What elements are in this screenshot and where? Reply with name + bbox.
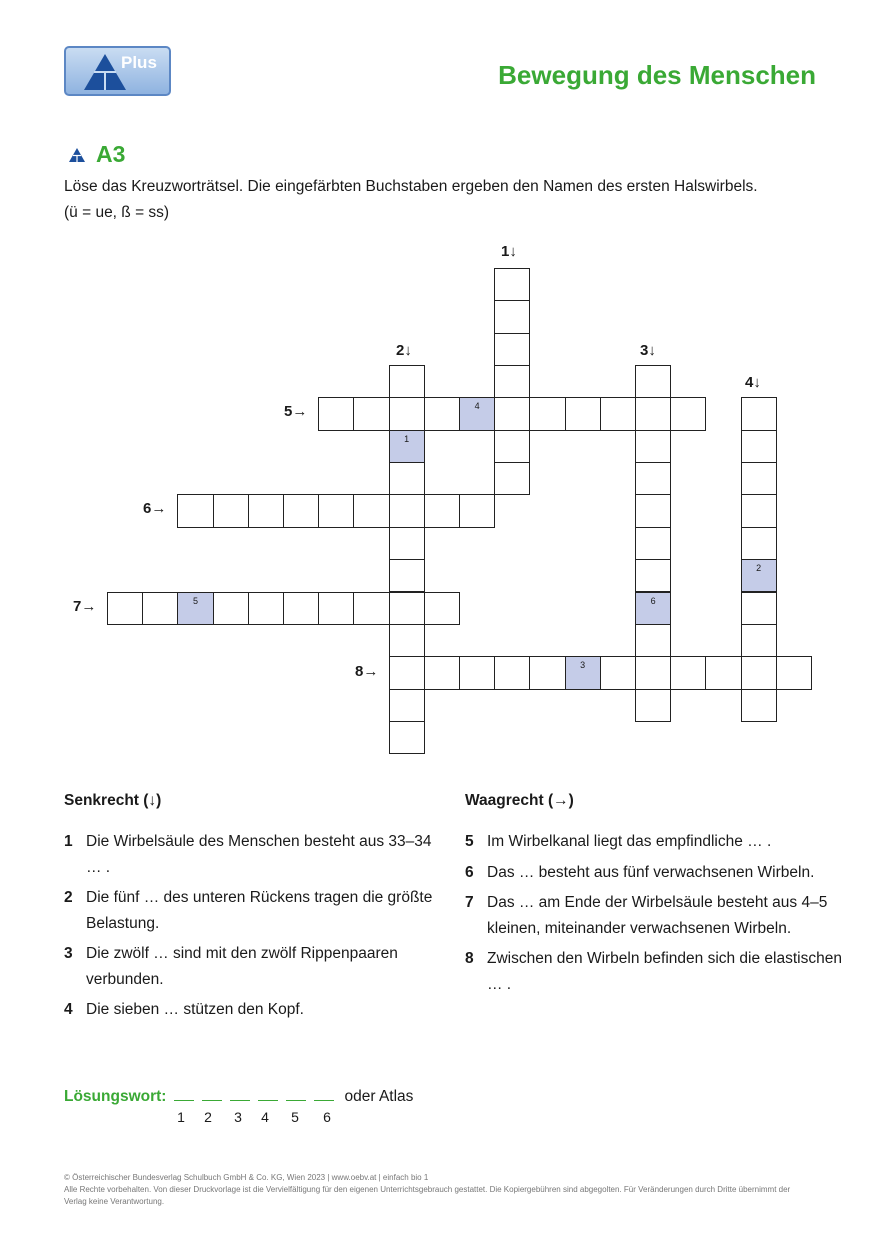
crossword-cell[interactable] — [670, 397, 706, 430]
crossword-cell[interactable] — [353, 592, 389, 625]
clue-text: Die zwölf … sind mit den zwölf Rippenpaaren verbunden. — [86, 945, 398, 988]
task-heading — [68, 141, 125, 168]
clue-number: 1 — [64, 833, 73, 850]
crossword-cell[interactable] — [600, 656, 636, 689]
crossword-cell[interactable] — [635, 365, 671, 398]
clue-number-label: 7→ — [73, 598, 97, 615]
solution-cell-number: 4 — [474, 401, 480, 412]
footer-rights: Alle Rechte vorbehalten. Von dieser Druckvorlage ist die Vervielfältigung für den eigenen Unterrichtsgebrauch gestattet. Die Kopiergebühren sind abgegolten. Für Veränderungen durch Dritte übernimmt der Verlag keine Verantwortung. — [64, 1185, 791, 1206]
crossword-cell[interactable] — [424, 656, 460, 689]
crossword-cell[interactable] — [635, 397, 671, 430]
crossword-cell[interactable] — [389, 365, 425, 398]
crossword-cell[interactable] — [741, 689, 777, 722]
crossword-cell[interactable] — [635, 430, 671, 463]
solution-label: Lösungswort: — [64, 1088, 167, 1105]
solution-cell[interactable] — [741, 559, 777, 592]
across-clues — [465, 792, 845, 1002]
clue-number: 3 — [64, 945, 73, 962]
clue-number: 4 — [64, 1001, 73, 1018]
solution-number: 5 — [291, 1109, 299, 1125]
crossword-cell[interactable] — [635, 462, 671, 495]
crossword-cell[interactable] — [741, 592, 777, 625]
clue-text: Zwischen den Wirbeln befinden sich die elastischen … . — [487, 950, 842, 993]
crossword-cell[interactable] — [635, 527, 671, 560]
clue-number-label: 3↓ — [640, 342, 656, 359]
clue-text: Die sieben … stützen den Kopf. — [86, 1001, 304, 1018]
crossword-cell[interactable] — [776, 656, 812, 689]
crossword-cell[interactable] — [389, 494, 425, 527]
crossword-cell[interactable] — [177, 494, 213, 527]
crossword-cell[interactable] — [741, 494, 777, 527]
solution-cell[interactable] — [389, 430, 425, 463]
clue-text: Das … am Ende der Wirbelsäule besteht aus 4–5 kleinen, miteinander verwachsenen Wirbeln. — [487, 894, 828, 937]
crossword-cell[interactable] — [635, 656, 671, 689]
crossword-cell[interactable] — [565, 397, 601, 430]
clue-item — [64, 941, 444, 992]
crossword-cell[interactable] — [389, 592, 425, 625]
solution-number: 3 — [234, 1109, 242, 1125]
crossword-cell[interactable] — [741, 624, 777, 657]
crossword-cell[interactable] — [389, 689, 425, 722]
crossword-cell[interactable] — [353, 397, 389, 430]
crossword-cell[interactable] — [635, 624, 671, 657]
crossword-cell[interactable] — [283, 494, 319, 527]
crossword-cell[interactable] — [248, 494, 284, 527]
clue-item — [465, 890, 845, 941]
clue-item — [64, 885, 444, 936]
solution-suffix: oder Atlas — [344, 1088, 414, 1105]
crossword-cell[interactable] — [494, 268, 530, 301]
clue-number-label: 1↓ — [501, 243, 517, 260]
crossword-cell[interactable] — [670, 656, 706, 689]
crossword-cell[interactable] — [635, 559, 671, 592]
solution-blank[interactable] — [202, 1086, 222, 1101]
crossword-cell[interactable] — [389, 462, 425, 495]
crossword-cell[interactable] — [353, 494, 389, 527]
task-instruction: Löse das Kreuzworträtsel. Die eingefärbten Buchstaben ergeben den Namen des ersten Halswirbels. — [64, 178, 758, 195]
solution-blank[interactable] — [314, 1086, 334, 1101]
clue-item — [64, 829, 444, 880]
clue-item — [465, 946, 845, 997]
crossword-cell[interactable] — [494, 397, 530, 430]
clue-number: 6 — [465, 863, 474, 881]
crossword-cell[interactable] — [459, 494, 495, 527]
crossword-cell[interactable] — [142, 592, 178, 625]
crossword-cell[interactable] — [741, 527, 777, 560]
clue-text: Im Wirbelkanal liegt das empfindliche … . — [487, 833, 772, 850]
crossword-cell[interactable] — [213, 592, 249, 625]
page-title: Bewegung des Menschen — [498, 60, 816, 90]
crossword-cell[interactable] — [389, 527, 425, 560]
crossword-cell[interactable] — [741, 430, 777, 463]
clue-number-label: 2↓ — [396, 342, 412, 359]
solution-cell[interactable] — [635, 592, 671, 625]
crossword-cell[interactable] — [248, 592, 284, 625]
clue-number-label: 4↓ — [745, 374, 761, 391]
crossword-cell[interactable] — [494, 656, 530, 689]
clue-number-label: 6→ — [143, 500, 167, 517]
triangle-icon — [68, 147, 86, 163]
solution-cell[interactable] — [459, 397, 495, 430]
solution-blank[interactable] — [230, 1086, 250, 1101]
clue-item — [465, 860, 845, 886]
crossword-cell[interactable] — [494, 430, 530, 463]
down-heading: Senkrecht (↓) — [64, 792, 162, 809]
crossword-cell[interactable] — [318, 592, 354, 625]
solution-cell-number: 1 — [404, 433, 410, 444]
clue-text: Das … besteht aus fünf verwachsenen Wirbeln. — [487, 863, 815, 881]
crossword-cell[interactable] — [213, 494, 249, 527]
crossword-cell[interactable] — [389, 624, 425, 657]
crossword-cell[interactable] — [741, 656, 777, 689]
solution-number: 4 — [261, 1109, 269, 1125]
crossword-cell[interactable] — [389, 721, 425, 754]
crossword-cell[interactable] — [705, 656, 741, 689]
publisher-logo — [64, 46, 171, 96]
solution-blank[interactable] — [286, 1086, 306, 1101]
crossword-cell[interactable] — [424, 592, 460, 625]
crossword-cell[interactable] — [318, 494, 354, 527]
clue-number: 5 — [465, 833, 474, 850]
crossword-cell[interactable] — [459, 656, 495, 689]
crossword-cell[interactable] — [635, 494, 671, 527]
clue-number-label: 5→ — [284, 403, 308, 420]
footer — [64, 1172, 804, 1208]
solution-cell-number: 5 — [192, 595, 198, 606]
crossword-cell[interactable] — [600, 397, 636, 430]
solution-cell-number: 3 — [580, 660, 586, 671]
solution-number: 6 — [323, 1109, 331, 1125]
clue-text: Die Wirbelsäule des Menschen besteht aus 33–34 … . — [86, 833, 432, 876]
crossword-cell[interactable] — [494, 333, 530, 366]
clue-text: Die fünf … des unteren Rückens tragen die größte Belastung. — [86, 889, 433, 932]
footer-copyright: © Österreichischer Bundesverlag Schulbuch GmbH & Co. KG, Wien 2023 | www.oebv.at | einfach bio 1 — [64, 1173, 429, 1182]
crossword-cell[interactable] — [494, 365, 530, 398]
crossword-cell[interactable] — [107, 592, 143, 625]
crossword-cell[interactable] — [389, 559, 425, 592]
task-label: A3 — [96, 141, 126, 167]
crossword-cell[interactable] — [529, 656, 565, 689]
clue-number-label: 8→ — [355, 663, 379, 680]
clue-item — [64, 997, 444, 1023]
solution-number: 2 — [204, 1109, 212, 1125]
clue-number: 8 — [465, 950, 474, 967]
task-hint: (ü = ue, ß = ss) — [64, 204, 170, 221]
clue-number: 2 — [64, 889, 73, 906]
crossword-cell[interactable] — [741, 462, 777, 495]
solution-cell[interactable] — [565, 656, 601, 689]
crossword-cell[interactable] — [635, 689, 671, 722]
solution-blank[interactable] — [174, 1086, 194, 1101]
crossword-cell[interactable] — [494, 462, 530, 495]
clue-number: 7 — [465, 894, 474, 911]
solution-cell-number: 2 — [756, 563, 762, 574]
crossword-cell[interactable] — [424, 494, 460, 527]
solution-cell-number: 6 — [650, 595, 656, 606]
across-heading: Waagrecht (→) — [465, 792, 574, 809]
crossword-cell[interactable] — [389, 397, 425, 430]
clue-item — [465, 829, 845, 855]
crossword-cell[interactable] — [318, 397, 354, 430]
crossword-cell[interactable] — [389, 656, 425, 689]
crossword-cell[interactable] — [424, 397, 460, 430]
crossword-cell[interactable] — [529, 397, 565, 430]
crossword-cell[interactable] — [494, 300, 530, 333]
crossword-cell[interactable] — [741, 397, 777, 430]
down-clues — [64, 792, 444, 1028]
solution-cell[interactable] — [177, 592, 213, 625]
solution-word — [64, 1086, 413, 1106]
solution-number: 1 — [177, 1109, 185, 1125]
crossword-cell[interactable] — [283, 592, 319, 625]
logo-text: Plus — [121, 53, 157, 72]
solution-blank[interactable] — [258, 1086, 278, 1101]
